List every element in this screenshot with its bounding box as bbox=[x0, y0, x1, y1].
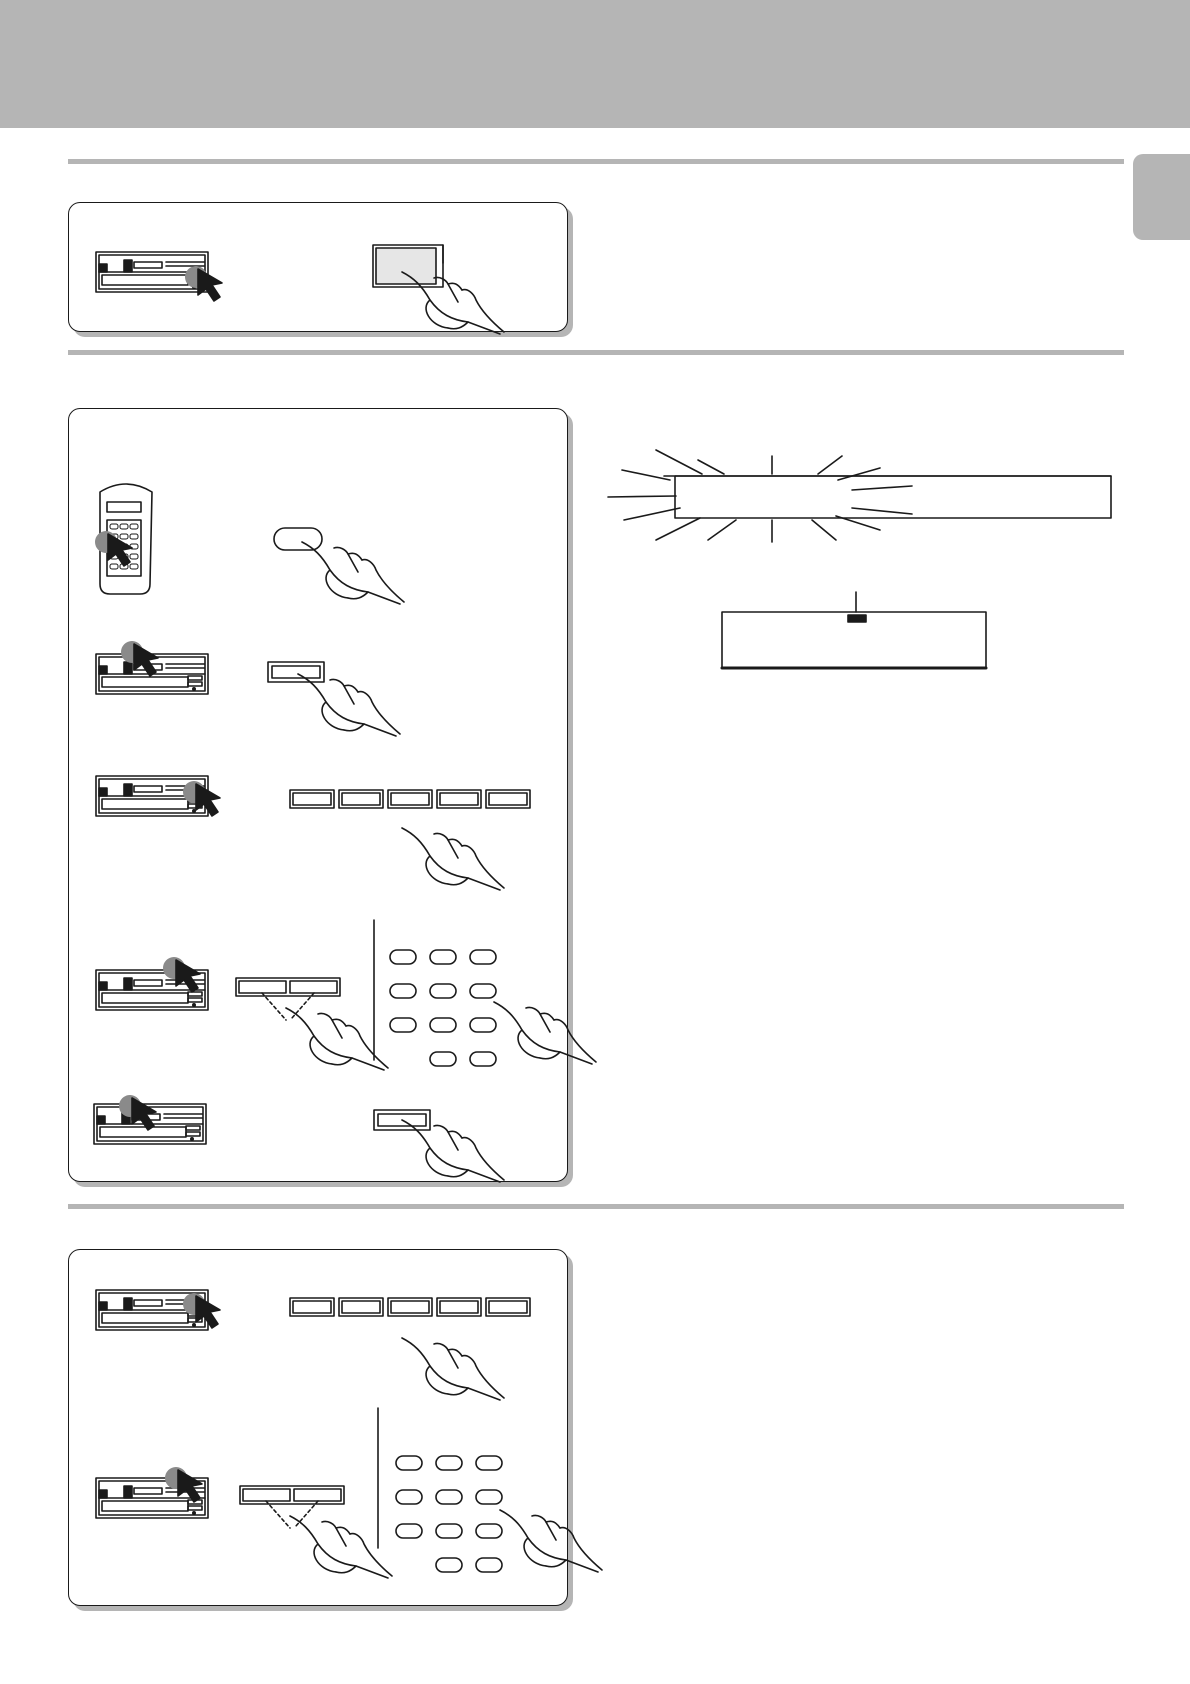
numeric-keypad-icon bbox=[396, 1456, 502, 1572]
unit-key-icon bbox=[268, 662, 324, 682]
hand-press-icon bbox=[290, 1516, 392, 1578]
hand-press-icon bbox=[286, 1008, 388, 1070]
hand-press-icon bbox=[494, 1002, 596, 1064]
display-readout-icon bbox=[722, 592, 986, 668]
hand-press-icon bbox=[500, 1510, 602, 1572]
hand-press-icon bbox=[298, 674, 400, 736]
remote-key-icon bbox=[274, 528, 322, 550]
numeric-keypad-icon bbox=[390, 950, 496, 1066]
display-panel-icon bbox=[608, 450, 1111, 542]
arrow-press-icon bbox=[185, 266, 222, 301]
power-key-icon bbox=[373, 245, 443, 287]
hand-press-icon bbox=[402, 1338, 504, 1400]
hand-press-icon bbox=[302, 542, 404, 604]
hand-press-icon bbox=[402, 828, 504, 890]
disc-keys-icon bbox=[290, 790, 530, 808]
disc-keys-icon bbox=[290, 1298, 530, 1316]
